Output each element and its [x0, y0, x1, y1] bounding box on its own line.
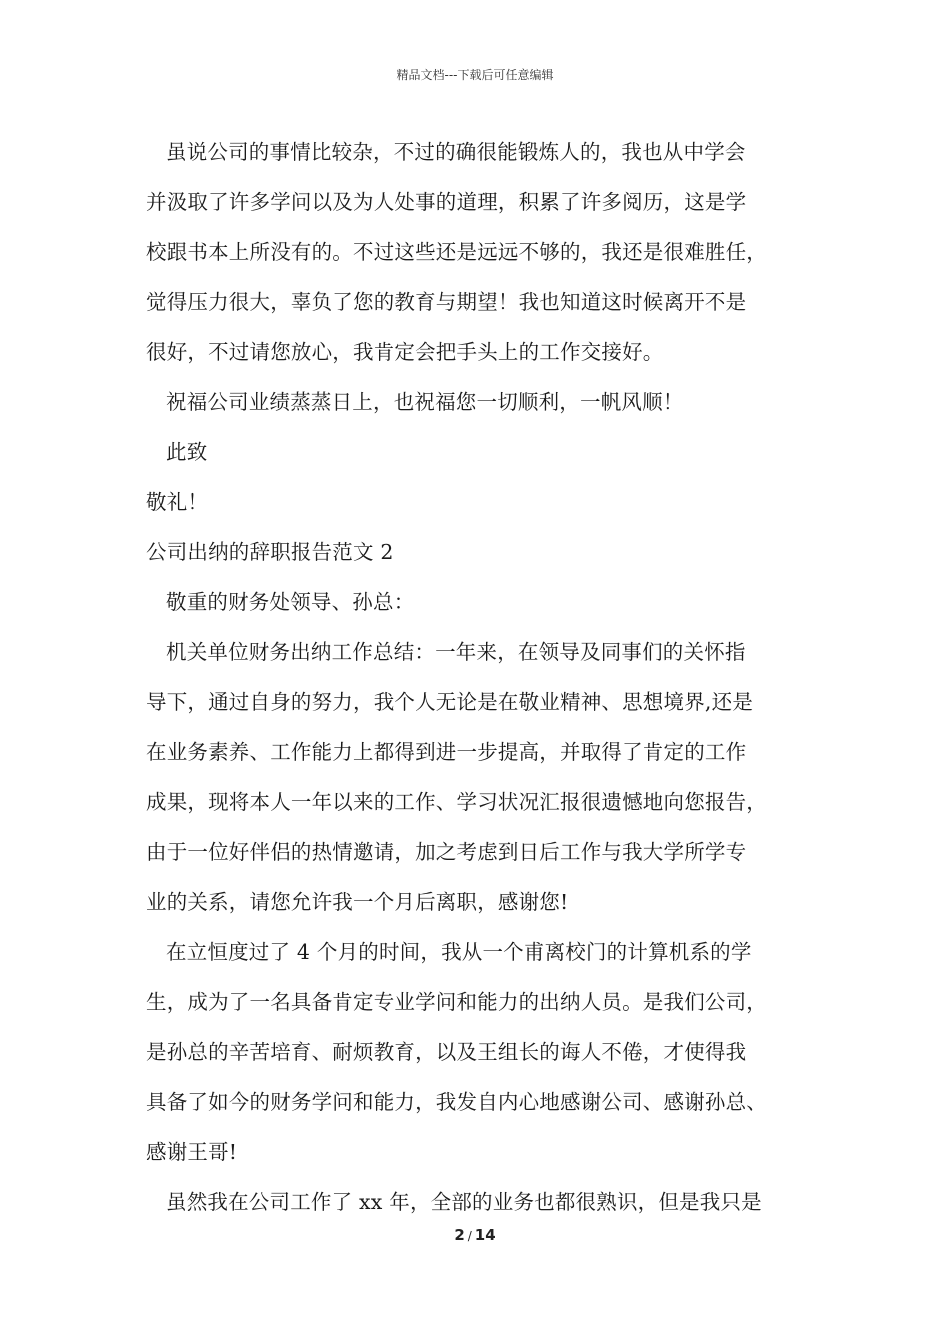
document-body — [146, 127, 814, 1227]
page-separator: / — [467, 1229, 472, 1243]
text-line: 敬礼！ — [146, 490, 209, 514]
text-line: 具备了如今的财务学问和能力，我发自内心地感谢公司、感谢孙总、 — [146, 1090, 767, 1114]
text-line: 感谢王哥! — [146, 1140, 238, 1164]
text-line: 此致 — [166, 440, 208, 464]
text-line: 业的关系，请您允许我一个月后离职，感谢您! — [146, 890, 569, 914]
text-line: 公司出纳的辞职报告范文 2 — [146, 540, 394, 564]
text-line: 敬重的财务处领导、孙总： — [166, 590, 415, 614]
text-line: 成果，现将本人一年以来的工作、学习状况汇报很遗憾地向您报告， — [146, 790, 767, 814]
text-line: 觉得压力很大，辜负了您的教育与期望！我也知道这时候离开不是 — [146, 290, 747, 314]
text-line: 祝福公司业绩蒸蒸日上，也祝福您一切顺利，一帆风顺！ — [166, 390, 684, 414]
text-line: 在业务素养、工作能力上都得到进一步提高，并取得了肯定的工作 — [146, 740, 747, 764]
current-page-number: 2 — [454, 1226, 465, 1244]
text-line: 生，成为了一名具备肯定专业学问和能力的出纳人员。是我们公司， — [146, 990, 767, 1014]
text-line: 是孙总的辛苦培育、耐烦教育，以及王组长的诲人不倦，才使得我 — [146, 1040, 747, 1064]
text-line: 在立恒度过了 4 个月的时间，我从一个甫离校门的计算机系的学 — [166, 940, 752, 964]
text-line: 虽说公司的事情比较杂，不过的确很能锻炼人的，我也从中学会 — [166, 140, 746, 164]
page-header: 精品文档---下载后可任意编辑 — [396, 68, 554, 82]
total-page-count: 14 — [474, 1226, 496, 1244]
page-number-footer — [0, 1226, 950, 1244]
text-line: 校跟书本上所没有的。不过这些还是远远不够的，我还是很难胜任， — [146, 240, 767, 264]
text-line: 虽然我在公司工作了 xx 年，全部的业务也都很熟识，但是我只是 — [166, 1190, 762, 1214]
text-line: 由于一位好伴侣的热情邀请，加之考虑到日后工作与我大学所学专 — [146, 840, 747, 864]
text-line: 并汲取了许多学问以及为人处事的道理，积累了许多阅历，这是学 — [146, 190, 747, 214]
text-line: 导下，通过自身的努力，我个人无论是在敬业精神、思想境界,还是 — [146, 690, 754, 714]
text-line: 很好，不过请您放心，我肯定会把手头上的工作交接好。 — [146, 340, 664, 364]
text-line: 机关单位财务出纳工作总结：一年来，在领导及同事们的关怀指 — [166, 640, 746, 664]
